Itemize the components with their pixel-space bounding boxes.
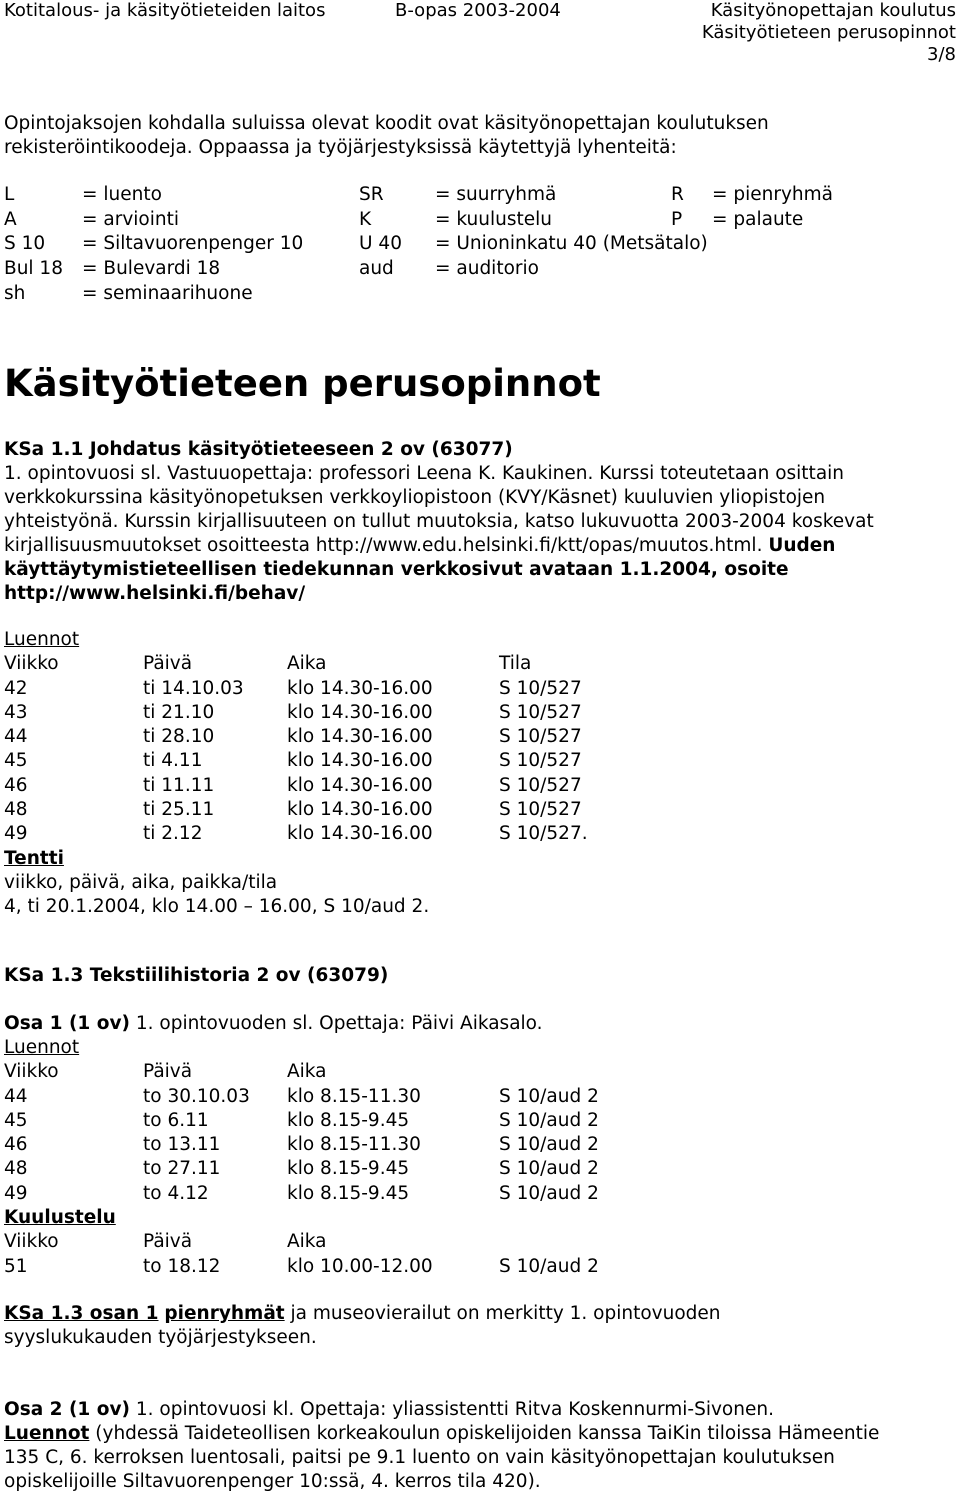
cell: ti 11.11 — [143, 774, 215, 796]
part-label: Osa 2 (1 ov) — [4, 1399, 130, 1420]
header-subtitle: Käsityötieteen perusopinnot — [701, 22, 956, 43]
cell: S 10/aud 2 — [499, 1109, 599, 1131]
abbr-code: sh — [4, 282, 26, 304]
course-part-2 — [4, 1398, 774, 1422]
cell: to 30.10.03 — [143, 1085, 250, 1107]
cell: 46 — [4, 774, 28, 796]
header-guide: B-opas 2003-2004 — [395, 0, 561, 21]
part-text: 1. opintovuosi kl. Opettaja: yliassistentti Ritva Koskennurmi-Sivonen. — [129, 1399, 774, 1420]
note-line-2: syyslukukauden työjärjestykseen. — [4, 1327, 317, 1348]
table-row — [4, 1255, 954, 1279]
cell: 44 — [4, 1085, 28, 1107]
cell: ti 4.11 — [143, 750, 203, 772]
cell: to 18.12 — [143, 1255, 221, 1277]
course-text: 1. opintovuosi sl. Vastuuopettaja: professori Leena K. Kaukinen. Kurssi toteutetaan osittain — [4, 463, 845, 484]
abbr-code: S 10 — [4, 233, 46, 255]
cell: klo 8.15-9.45 — [287, 1182, 410, 1204]
abbr-meaning: = seminaarihuone — [82, 282, 253, 304]
cell: to 6.11 — [143, 1109, 209, 1131]
abbr-code: SR — [359, 184, 384, 205]
header-program: Käsityönopettajan koulutus — [710, 0, 956, 21]
abbr-code: Bul 18 — [4, 258, 63, 280]
abbr-meaning: = luento — [82, 184, 162, 205]
section-label-exam: Kuulustelu — [4, 1207, 116, 1229]
abbr-meaning: = Bulevardi 18 — [82, 258, 221, 280]
abbreviation-row — [4, 282, 954, 307]
table-row — [4, 774, 954, 798]
cell: ti 28.10 — [143, 726, 215, 748]
cell: 49 — [4, 823, 28, 845]
column-header: Päivä — [143, 1231, 193, 1253]
table-row — [4, 822, 954, 846]
cell: klo 8.15-11.30 — [287, 1134, 421, 1156]
abbr-code: L — [4, 184, 15, 205]
column-header: Tila — [499, 653, 532, 675]
cell: 46 — [4, 1134, 28, 1156]
course-text-plain: kirjallisuusmuutokset osoitteesta http://www.edu.helsinki.fi/ktt/opas/muutos.html. — [4, 535, 769, 556]
course-text: yhteistyönä. Kurssin kirjallisuuteen on tullut muutoksia, katso lukuvuotta 2003-2004 koskevat — [4, 511, 874, 532]
cell: S 10/aud 2 — [499, 1134, 599, 1156]
abbr-code: U 40 — [359, 233, 402, 255]
cell: 49 — [4, 1182, 28, 1204]
lecture-table-ksa11 — [4, 628, 954, 920]
cell: S 10/aud 2 — [499, 1182, 599, 1204]
part2-line-1 — [4, 1422, 879, 1446]
exam-columns: viikko, päivä, aika, paikka/tila — [4, 871, 278, 893]
intro-line-2: rekisteröintikoodeja. Oppaassa ja työjärjestyksissä käytettyjä lyhenteitä: — [4, 137, 677, 158]
abbr-meaning: = palaute — [712, 208, 804, 230]
cell: klo 14.30-16.00 — [287, 799, 433, 821]
part-label: Osa 1 (1 ov) — [4, 1013, 130, 1034]
cell: klo 8.15-9.45 — [287, 1158, 410, 1180]
cell: S 10/aud 2 — [499, 1158, 599, 1180]
course-heading-ksa13: KSa 1.3 Tekstiilihistoria 2 ov (63079) — [4, 965, 389, 986]
intro-line-1: Opintojaksojen kohdalla suluissa olevat koodit ovat käsityönopettajan koulutuksen — [4, 113, 769, 134]
abbr-code: R — [671, 184, 684, 205]
column-header: Päivä — [143, 653, 193, 675]
cell: klo 14.30-16.00 — [287, 750, 433, 772]
course-part-1 — [4, 1012, 543, 1036]
cell: to 27.11 — [143, 1158, 221, 1180]
note-course-ref: KSa 1.3 osan 1 — [4, 1303, 159, 1324]
cell: klo 8.15-9.45 — [287, 1109, 410, 1131]
section-label-exam: Tentti — [4, 847, 64, 869]
cell: S 10/527. — [499, 823, 588, 845]
cell: S 10/527 — [499, 701, 582, 723]
abbr-code: K — [359, 208, 372, 230]
table-row — [4, 798, 954, 822]
cell: S 10/527 — [499, 677, 582, 699]
column-header: Viikko — [4, 653, 59, 675]
abbreviation-row — [4, 208, 954, 233]
cell: 48 — [4, 799, 28, 821]
part2-text: (yhdessä Taideteollisen korkeakoulun opiskelijoiden kanssa TaiKin tiloissa Hämeentie — [89, 1423, 880, 1444]
header-department: Kotitalous- ja käsityötieteiden laitos — [4, 0, 326, 21]
cell: S 10/527 — [499, 726, 582, 748]
section-label-lectures: Luennot — [4, 629, 80, 650]
abbreviation-row — [4, 257, 954, 282]
column-header: Aika — [287, 653, 327, 675]
cell: ti 2.12 — [143, 823, 203, 845]
abbr-meaning: = pienryhmä — [712, 184, 834, 205]
abbreviation-list — [4, 183, 954, 306]
cell: 48 — [4, 1158, 28, 1180]
cell: 45 — [4, 750, 28, 772]
course-text: verkkokurssina käsityönopetuksen verkkoyliopistoon (KVY/Käsnet) kuuluvien yliopistojen — [4, 487, 826, 508]
abbr-meaning: = Siltavuorenpenger 10 — [82, 233, 304, 255]
cell: S 10/527 — [499, 774, 582, 796]
table-row — [4, 1133, 954, 1157]
abbr-code: aud — [359, 258, 394, 280]
abbr-meaning: = auditorio — [435, 258, 539, 280]
section-label-lectures: Luennot — [4, 1423, 90, 1444]
table-row — [4, 725, 954, 749]
table-row — [4, 1157, 954, 1181]
cell: 45 — [4, 1109, 28, 1131]
note-text: ja museovierailut on merkitty 1. opintovuoden — [284, 1303, 721, 1324]
column-header: Viikko — [4, 1231, 59, 1253]
cell: 51 — [4, 1255, 28, 1277]
table-row — [4, 1182, 954, 1206]
abbr-meaning: = arviointi — [82, 208, 179, 230]
cell: 44 — [4, 726, 28, 748]
table-row — [4, 749, 954, 773]
cell: klo 14.30-16.00 — [287, 823, 433, 845]
column-header: Päivä — [143, 1061, 193, 1083]
page-title: Käsityötieteen perusopinnot — [4, 362, 601, 405]
cell: 42 — [4, 677, 28, 699]
table-row — [4, 1109, 954, 1133]
part-text: 1. opintovuoden sl. Opettaja: Päivi Aikasalo. — [129, 1013, 543, 1034]
cell: S 10/527 — [499, 750, 582, 772]
cell: ti 21.10 — [143, 701, 215, 723]
cell: S 10/aud 2 — [499, 1255, 599, 1277]
abbr-meaning: = suurryhmä — [435, 184, 557, 205]
cell: klo 14.30-16.00 — [287, 726, 433, 748]
course-text-bold: Uuden — [768, 535, 836, 556]
cell: klo 10.00-12.00 — [287, 1255, 433, 1277]
note-line-1 — [4, 1302, 721, 1326]
section-label-lectures: Luennot — [4, 1037, 80, 1058]
column-header: Aika — [287, 1061, 327, 1083]
cell: klo 14.30-16.00 — [287, 701, 433, 723]
cell: klo 8.15-11.30 — [287, 1085, 421, 1107]
cell: ti 14.10.03 — [143, 677, 244, 699]
cell: to 4.12 — [143, 1182, 209, 1204]
course-heading-ksa11: KSa 1.1 Johdatus käsityötieteeseen 2 ov (63077) — [4, 439, 513, 460]
abbr-meaning: = Unioninkatu 40 (Metsätalo) — [435, 233, 708, 255]
cell: ti 25.11 — [143, 799, 215, 821]
abbr-meaning: = kuulustelu — [435, 208, 552, 230]
column-header: Aika — [287, 1231, 327, 1253]
part2-line-2: 135 C, 6. kerroksen luentosali, paitsi pe 9.1 luento on vain käsityönopettajan koulutuksen — [4, 1447, 835, 1468]
cell: klo 14.30-16.00 — [287, 774, 433, 796]
table-row — [4, 1085, 954, 1109]
table-row — [4, 701, 954, 725]
page-number: 3/8 — [927, 44, 956, 65]
part2-line-3: opiskelijoille Siltavuorenpenger 10:ssä, 4. kerros tila 420). — [4, 1471, 541, 1492]
cell: klo 14.30-16.00 — [287, 677, 433, 699]
abbr-code: A — [4, 208, 17, 230]
abbreviation-row — [4, 232, 954, 257]
cell: to 13.11 — [143, 1134, 221, 1156]
note-groups: pienryhmät — [164, 1303, 285, 1324]
abbr-code: P — [671, 208, 683, 230]
table-row — [4, 677, 954, 701]
exam-value: 4, ti 20.1.2004, klo 14.00 – 16.00, S 10/aud 2. — [4, 896, 430, 918]
course-text — [4, 534, 835, 558]
cell: S 10/aud 2 — [499, 1085, 599, 1107]
course-text-bold: käyttäytymistieteellisen tiedekunnan verkkosivut avataan 1.1.2004, osoite — [4, 559, 789, 580]
cell: 43 — [4, 701, 28, 723]
column-header: Viikko — [4, 1061, 59, 1083]
abbreviation-row — [4, 183, 954, 208]
lecture-table-ksa13 — [4, 1036, 954, 1279]
cell: S 10/527 — [499, 799, 582, 821]
course-link-behav: http://www.helsinki.fi/behav/ — [4, 583, 306, 604]
